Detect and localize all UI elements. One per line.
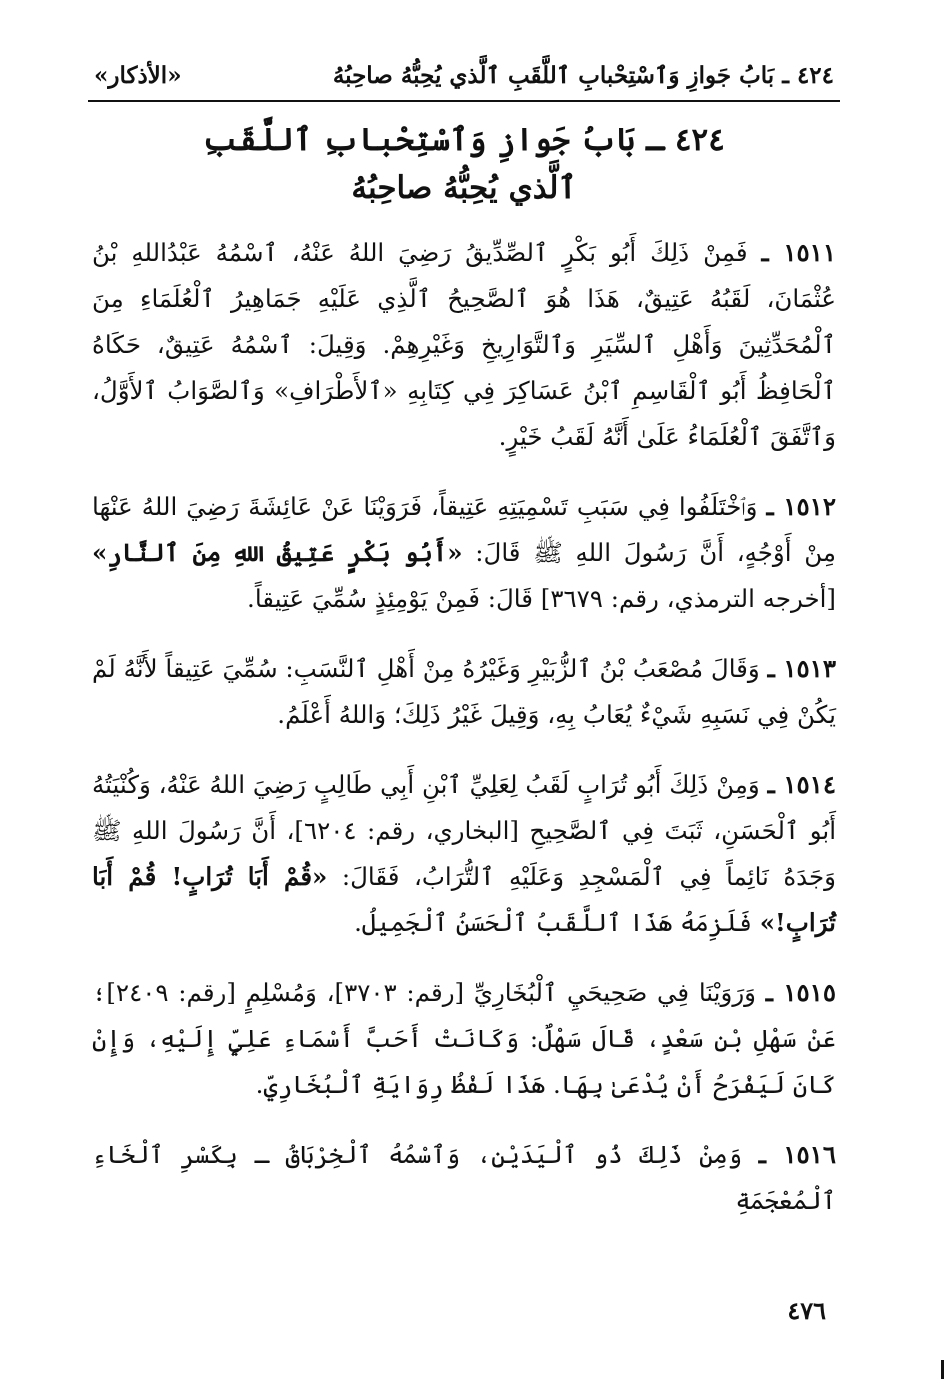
paragraph-1515 <box>88 970 840 1108</box>
paragraph-text: وَمِنْ ذَلِكَ ذُو ٱلْيَدَيْنِ، وَٱسْمُهُ ٱلْخِرْبَاقُ ـ بِكَسْرِ ٱلْخَاءِ ٱلْمُعْجَمَةِ <box>92 1140 836 1215</box>
paragraph-text: وَقَالَ مُصْعَبُ بْنُ ٱلزُّبَيْرِ وَغَيْرُهُ مِنْ أَهْلِ ٱلنَّسَبِ: سُمِّيَ عَتِيقاً لأَنَّهُ لَمْ يَكُنْ فِي نَسَبِهِ شَيْءٌ يُعَابُ بِهِ، وَقِيلَ غَيْرُ ذَلِكَ؛ وَاللهُ أَعْلَمُ. <box>92 654 836 729</box>
document-page <box>88 58 840 1348</box>
paragraph-1516 <box>88 1132 840 1224</box>
paragraph-number: ١٥١٣ ـ <box>767 654 836 683</box>
paragraph-1512 <box>88 484 840 622</box>
page-number: ٤٧٦ <box>787 1296 826 1325</box>
chapter-title-line-1: ٤٢٤ ـ بَابُ جَوازِ وَٱسْتِحْبابِ ٱللَّقَبِ <box>203 122 725 158</box>
hadith-quote: «أَبُو بَكْرٍ عَتِيقُ اللهِ مِنَ ٱلنَّارِ» <box>92 538 463 567</box>
paragraph-text: وَٱخْتَلَفُوا فِي سَبَبِ تَسْمِيَتِهِ عَتِيقاً، فَرَوَيْنَا عَنْ عَائِشَةَ رَضِيَ اللهُ عَنْهَا مِنْ أَوْجُهٍ، أَنَّ رَسُولَ اللهِ ﷺ قَالَ: <box>92 492 837 567</box>
paragraph-1514 <box>88 762 840 946</box>
paragraph-1511 <box>88 230 840 460</box>
paragraph-number: ١٥١٢ ـ <box>766 492 836 521</box>
paragraph-text: [أخرجه الترمذي، رقم: ٣٦٧٩] قَالَ: فَمِنْ يَوْمِئِذٍ سُمِّيَ عَتِيقاً. <box>247 584 836 613</box>
paragraph-1513 <box>88 646 840 738</box>
paragraph-number: ١٥١٤ ـ <box>767 770 836 799</box>
chapter-title <box>88 116 840 212</box>
chapter-title-line-2: ٱلَّذي يُحِبُّهُ صاحِبُهُ <box>351 170 577 206</box>
paragraph-number: ١٥١٦ ـ <box>758 1140 836 1169</box>
running-header-title: ٤٢٤ ـ بَابُ جَوازِ وَٱسْتِحْبابِ ٱللَّقَبِ ٱلَّذي يُحِبُّهُ صاحِبُهُ <box>332 62 834 89</box>
paragraph-text: وَرَوَيْنَا فِي صَحِيحَيِ ٱلْبُخَارِيِّ [رقم: ٣٧٠٣]، وَمُسْلِمٍ [رقم: ٢٤٠٩]؛ عَنْ سَهْلِ بْنِ سَعْدٍ، قَالَ سَهْلٌ: وَكَانَتْ أَحَبَّ أَسْمَاءِ عَلِيٍّ إِلَيْهِ، وَإِنْ كَانَ لَيَفْرَحُ أَنْ يُدْعَىٰ بِهَا. هَذَا لَفْظُ رِوَايَةِ ٱلْبُخَارِيِّ. <box>92 978 836 1099</box>
paragraph-text: وَمِنْ ذَلِكَ أَبُو تُرَابٍ لَقَبُ لِعَلِيِّ ٱبْنِ أَبِي طَالِبٍ رَضِيَ اللهُ عَنْهُ، وَكُنْيَتُهُ أَبُو ٱلْحَسَنِ، ثَبَتَ فِي ٱلصَّحِيحِ [البخاري، رقم: ٦٢٠٤]، أَنَّ رَسُولَ اللهِ ﷺ وَجَدَهُ نَائِماً فِي ٱلْمَسْجِدِ وَعَلَيْهِ ٱلتُّرَابُ، فَقَالَ: <box>92 770 836 891</box>
running-header <box>88 58 840 102</box>
running-header-book: «الأذكار» <box>94 62 182 89</box>
paragraph-number: ١٥١١ ـ <box>761 238 836 267</box>
paragraph-text: فَلَزِمَهُ هَذَا ٱللَّقَبُ ٱلْحَسَنُ ٱلْجَمِيلُ. <box>354 908 760 937</box>
paragraph-text: فَمِنْ ذَلِكَ أَبُو بَكْرٍ ٱلصِّدِّيقُ رَضِيَ اللهُ عَنْهُ، ٱسْمُهُ عَبْدُاللهِ بْنُ عُثْمَانَ، لَقَبُهُ عَتِيقٌ، هَذَا هُوَ ٱلصَّحِيحُ ٱلَّذِي عَلَيْهِ جَمَاهِيرُ ٱلْعُلَمَاءِ مِنَ ٱلْمُحَدِّثِينَ وَأَهْلِ ٱلسِّيَرِ وَٱلتَّوَارِيخِ وَغَيْرِهِمْ. وَقِيلَ: ٱسْمُهُ عَتِيقٌ، حَكَاهُ ٱلْحَافِظُ أَبُو ٱلْقَاسِمِ ٱبْنُ عَسَاكِرَ فِي كِتَابِهِ «ٱلأَطْرَافِ» وَٱلصَّوَابُ ٱلأَوَّلُ، وَٱتَّفَقَ ٱلْعُلَمَاءُ عَلَىٰ أَنَّهُ لَقَبُ خَيْرٍ. <box>92 238 836 451</box>
hadith-quote: «قُمْ أَبَا تُرَابٍ! قُمْ أَبَا تُرَابٍ!» <box>92 862 836 937</box>
paragraph-number: ١٥١٥ ـ <box>765 978 836 1007</box>
